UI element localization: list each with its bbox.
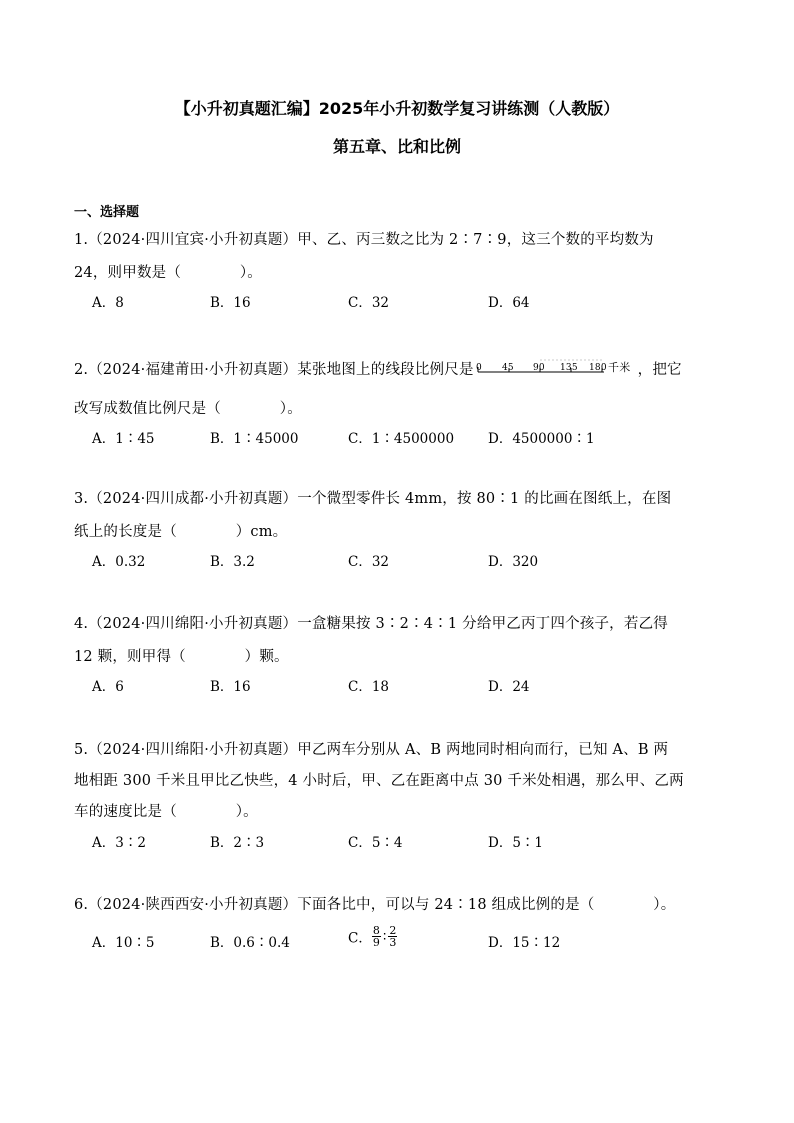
question-6-option-d: D．15∶12 [488, 935, 561, 951]
page-title: 【小升初真题汇编】2025年小升初数学复习讲练测（人教版） [174, 99, 620, 118]
question-1-line-1: 1.（2024·四川宜宾·小升初真题）甲、乙、丙三数之比为 2∶7∶9，这三个数的平均数为 [74, 232, 654, 248]
fraction-8-9 [372, 925, 381, 948]
question-4-option-d: D．24 [488, 679, 530, 695]
question-3-option-b: B．3.2 [210, 554, 255, 570]
fraction-numerator: 2 [389, 924, 397, 937]
question-5-line-2: 地相距 300 千米且甲比乙快些，4 小时后，甲、乙在距离中点 30 千米处相遇，那么甲、乙两 [74, 773, 684, 789]
question-3-option-a: A．0.32 [92, 554, 146, 570]
question-5-option-d: D．5∶1 [488, 835, 544, 851]
question-6-option-b: B．0.6∶0.4 [210, 935, 290, 951]
scale-tick-90: 90 [532, 363, 545, 373]
line-scale-graphic [476, 359, 636, 381]
question-4-option-b: B．16 [210, 679, 251, 695]
fraction-2-3 [388, 925, 397, 948]
question-6-line-1: 6.（2024·陕西西安·小升初真题）下面各比中，可以与 24∶18 组成比例的是（ ）。 [74, 897, 676, 913]
question-4-line-2: 12 颗，则甲得（ ）颗。 [74, 649, 289, 665]
question-4-option-a: A．6 [92, 679, 124, 695]
fraction-denominator: 3 [389, 936, 397, 949]
question-5-option-a: A．3∶2 [92, 835, 146, 851]
question-3-line-1: 3.（2024·四川成都·小升初真题）一个微型零件长 4mm，按 80∶1 的比画在图纸上，在图 [74, 491, 672, 507]
question-2-option-d: D．4500000∶1 [488, 431, 595, 447]
question-2-option-c: C．1∶4500000 [348, 431, 455, 447]
question-1-option-c: C．32 [348, 295, 390, 311]
fraction-denominator: 9 [372, 936, 380, 949]
question-5-option-c: C．5∶4 [348, 835, 403, 851]
chapter-subtitle: 第五章、比和比例 [332, 137, 461, 156]
question-4-line-1: 4.（2024·四川绵阳·小升初真题）一盒糖果按 3∶2∶4∶1 分给甲乙丙丁四个孩子，若乙得 [74, 616, 668, 632]
scale-tick-0: 0 [475, 363, 482, 373]
question-2-text-post: ，把它 [637, 362, 682, 378]
fraction-numerator: 8 [372, 924, 380, 937]
question-6-option-c [348, 925, 397, 948]
question-3-option-d: D．320 [488, 554, 539, 570]
scale-tick-180: 180 [588, 363, 607, 373]
question-2-option-a: A．1∶45 [92, 431, 155, 447]
scale-tick-45: 45 [501, 363, 514, 373]
question-1-option-a: A．8 [92, 295, 124, 311]
section-heading: 一、选择题 [74, 205, 140, 220]
ratio-separator: ∶ [382, 928, 387, 945]
question-3-line-2: 纸上的长度是（ ）cm。 [74, 524, 288, 540]
question-3-option-c: C．32 [348, 554, 390, 570]
scale-unit: 千米 [607, 361, 631, 374]
question-6-option-c-label: C． [348, 930, 372, 947]
question-1-line-2: 24，则甲数是（ ）。 [74, 265, 262, 281]
question-2-text-pre: 2.（2024·福建莆田·小升初真题）某张地图上的线段比例尺是 [74, 362, 474, 378]
question-5-option-b: B．2∶3 [210, 835, 265, 851]
question-6-option-a: A．10∶5 [92, 935, 155, 951]
question-1-option-d: D．64 [488, 295, 530, 311]
question-1-option-b: B．16 [210, 295, 251, 311]
question-2-line-2: 改写成数值比例尺是（ ）。 [74, 401, 302, 417]
question-5-line-1: 5.（2024·四川绵阳·小升初真题）甲乙两车分别从 A、B 两地同时相向而行，已知 A、B 两 [74, 742, 669, 758]
question-5-line-3: 车的速度比是（ ）。 [74, 804, 258, 820]
scale-tick-135: 135 [559, 363, 578, 373]
question-2-option-b: B．1∶45000 [210, 431, 299, 447]
question-2-line-1 [74, 358, 682, 381]
question-4-option-c: C．18 [348, 679, 390, 695]
